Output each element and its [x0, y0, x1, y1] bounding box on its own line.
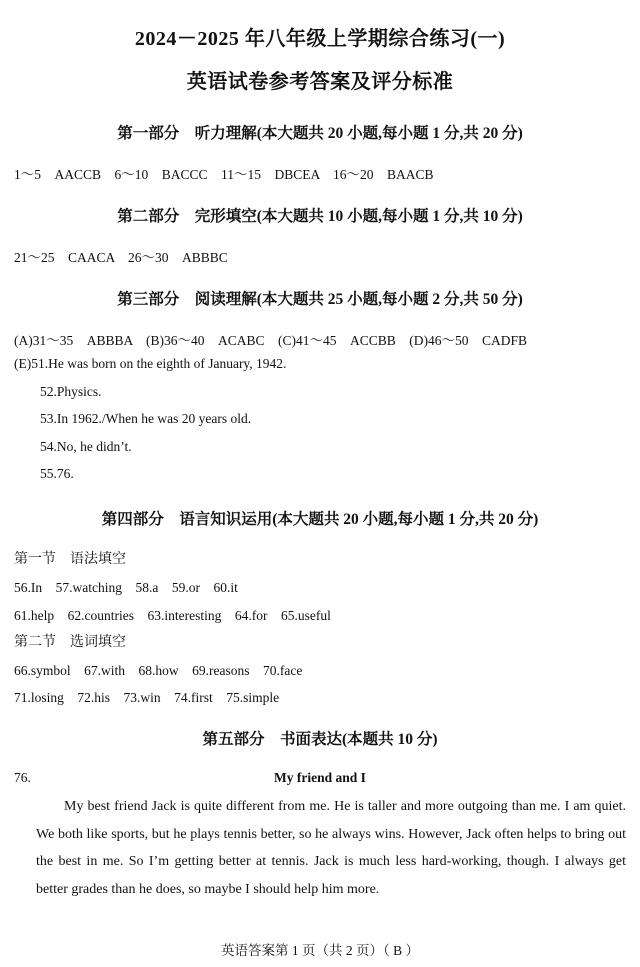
part4-section1-line: 61.help 62.countries 63.interesting 64.for 65.useful — [14, 608, 331, 623]
part3-item-53: 53.In 1962./When he was 20 years old. — [40, 411, 252, 426]
part2-answers: 21～25 CAACA 26～30 ABBBC — [14, 250, 228, 265]
essay-paragraph: My best friend Jack is quite different from me. He is taller and more outgoing than me. I am quiet. We both like sports, but he plays tennis better, so he always wins. However, Jack often helps to bring out the best in me. So I’m getting better at tennis. Jack is much less hard-working, though. I always get better grades than he does, so maybe I should help him more. — [36, 799, 626, 897]
part1-answers: 1～5 AACCB 6～10 BACCC 11～15 DBCEA 16～20 BAACB — [14, 167, 434, 182]
part3-item-54: 54.No, he didn’t. — [40, 439, 132, 454]
part4-heading: 第四部分 语言知识运用(本大题共 20 小题,每小题 1 分,共 20 分) — [101, 511, 539, 528]
essay-title: My friend and I — [274, 770, 366, 785]
part4-section2-line: 66.symbol 67.with 68.how 69.reasons 70.face — [14, 663, 303, 678]
part3-heading: 第三部分 阅读理解(本大题共 25 小题,每小题 2 分,共 50 分) — [117, 291, 523, 308]
part3-item-51: (E)51.He was born on the eighth of January, 1942. — [14, 356, 287, 371]
part4-section2-line: 71.losing 72.his 73.win 74.first 75.simple — [14, 690, 280, 705]
part3-item-55: 55.76. — [40, 466, 74, 481]
question-number: 76. — [14, 770, 31, 785]
part1-heading: 第一部分 听力理解(本大题共 20 小题,每小题 1 分,共 20 分) — [117, 125, 523, 142]
part2-heading: 第二部分 完形填空(本大题共 10 小题,每小题 1 分,共 10 分) — [117, 208, 523, 225]
page-subtitle: 英语试卷参考答案及评分标准 — [186, 71, 454, 93]
part4-section1-label: 第一节 语法填空 — [14, 552, 126, 567]
part3-item-52: 52.Physics. — [40, 384, 102, 399]
page-title: 2024－2025 年八年级上学期综合练习(一) — [134, 28, 506, 50]
part3-answers: (A)31～35 ABBBA (B)36～40 ACABC (C)41～45 ACCBB (D)46～50 CADFB — [14, 333, 528, 348]
part5-heading: 第五部分 书面表达(本题共 10 分) — [202, 731, 438, 748]
part4-section1-line: 56.In 57.watching 58.a 59.or 60.it — [14, 580, 238, 595]
part4-section2-label: 第二节 选词填空 — [14, 635, 126, 650]
page-footer: 英语答案第 1 页（共 2 页）（ B ） — [220, 943, 419, 958]
